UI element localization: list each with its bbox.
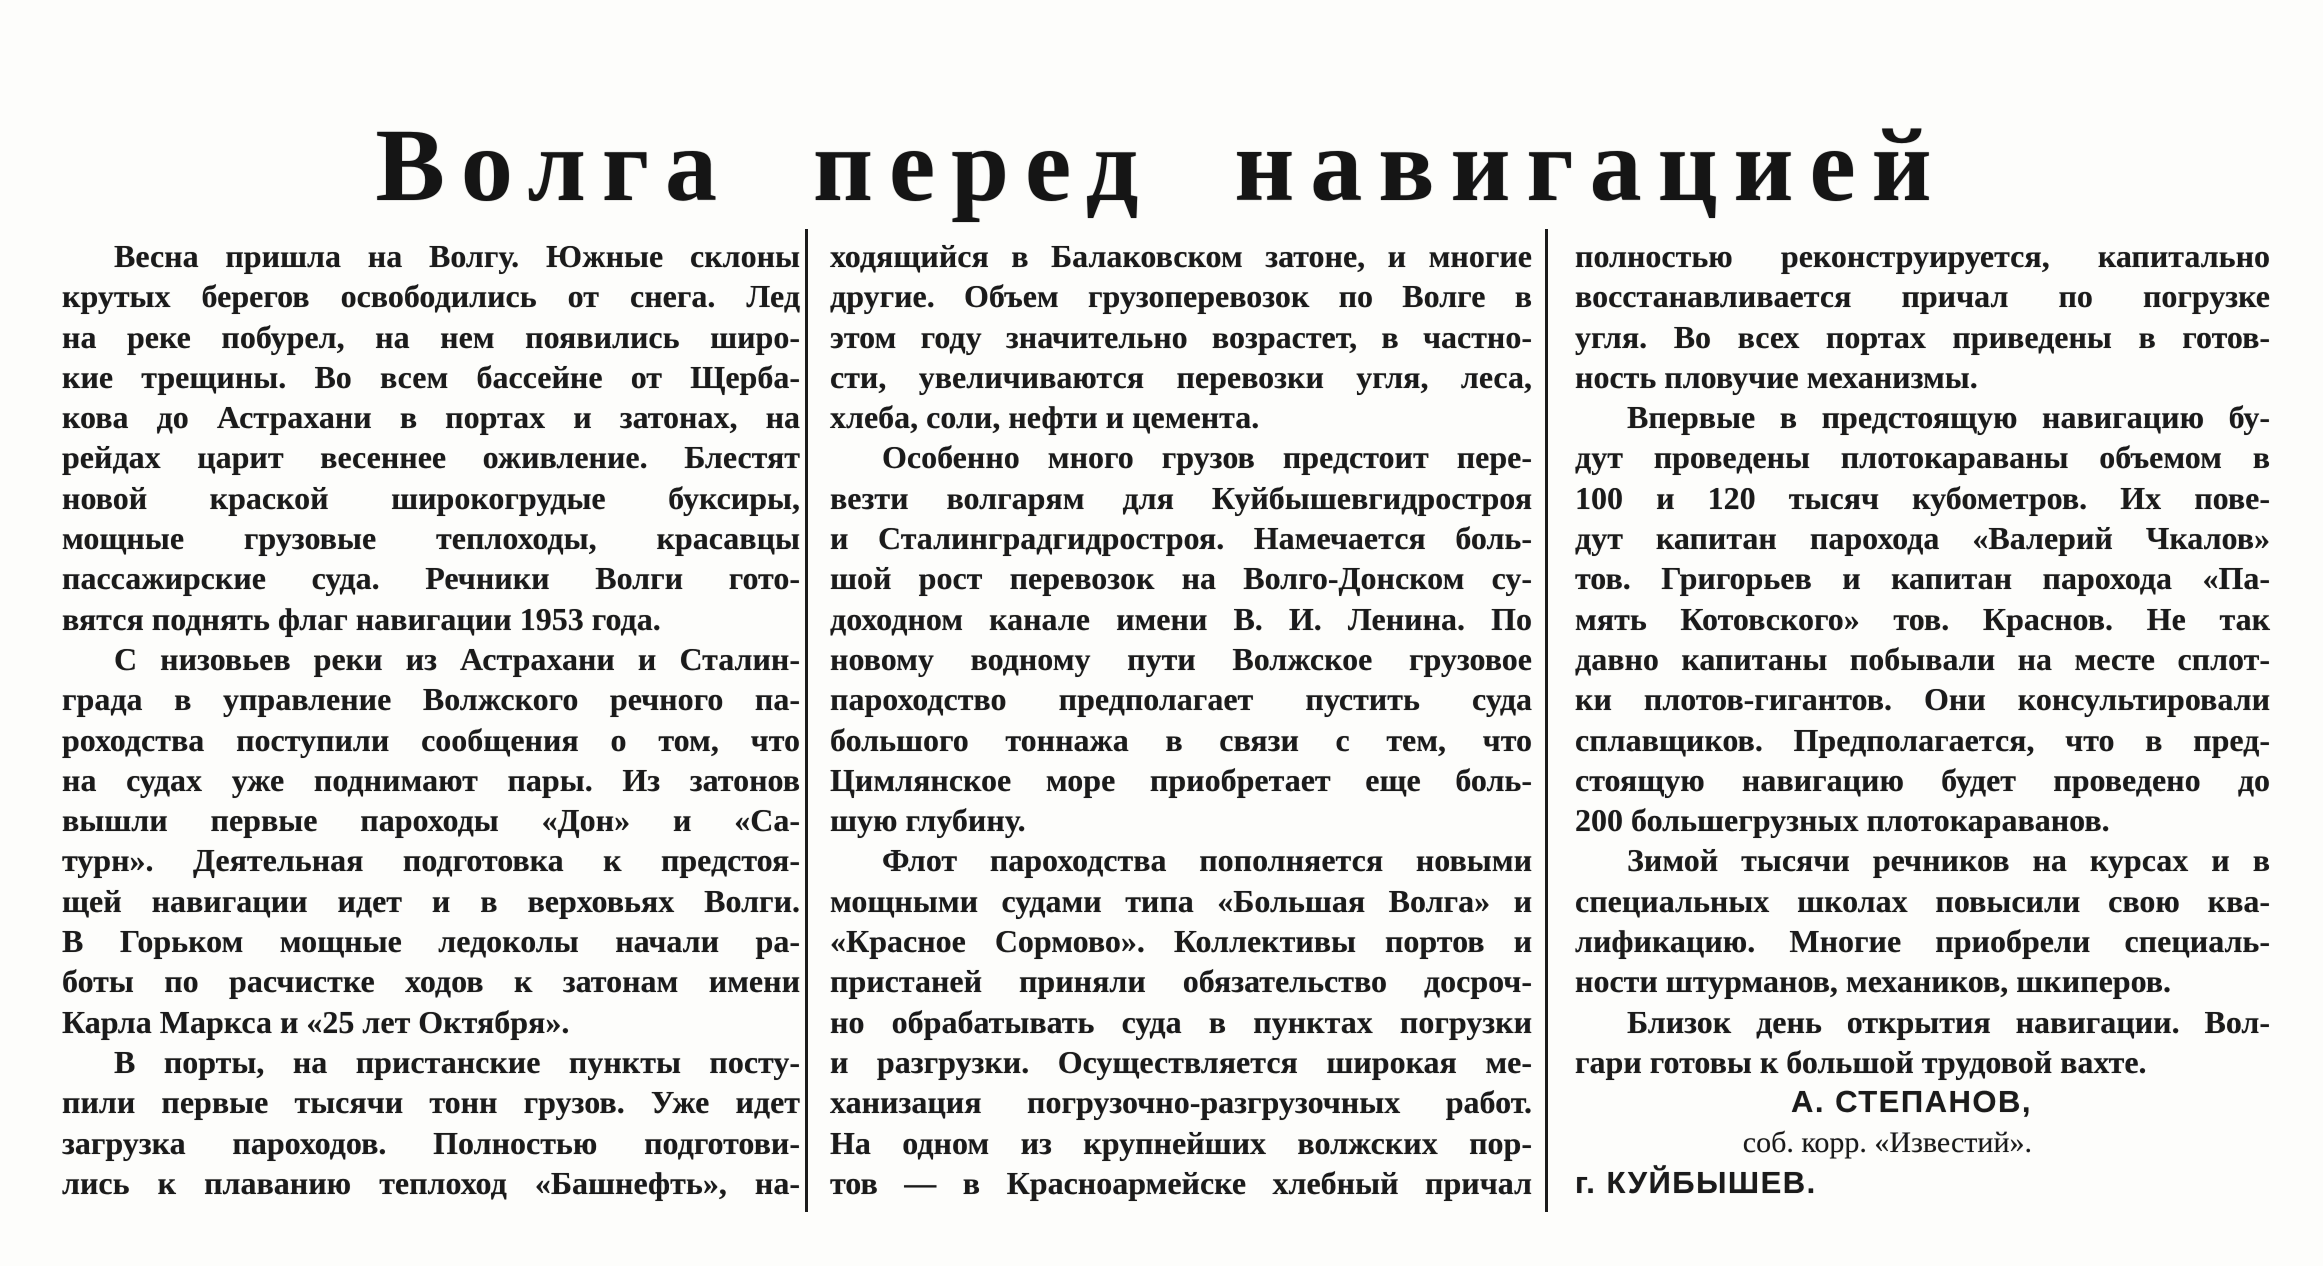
text-line: В порты, на пристанские пункты посту- xyxy=(114,1043,800,1080)
text-line: 100 и 120 тысяч кубометров. Их пове- xyxy=(1575,479,2270,516)
text-line: и разгрузки. Осуществляется широкая ме- xyxy=(830,1043,1532,1080)
text-line: тов — в Красноармейске хлебный причал xyxy=(830,1164,1532,1201)
text-line: хлеба, соли, нефти и цемента. xyxy=(830,399,1260,436)
text-line: на реке побурел, на нем появились широ- xyxy=(62,318,800,355)
text-line: Особенно много грузов предстоит пере- xyxy=(882,439,1532,476)
text-line: лись к плаванию теплоход «Башнефть», на- xyxy=(62,1164,800,1201)
column-divider xyxy=(805,229,808,1212)
text-line: пароходство предполагает пустить суда xyxy=(830,681,1532,718)
text-line: дут капитан парохода «Валерий Чкалов» xyxy=(1575,520,2270,557)
text-line: мощными судами типа «Большая Волга» и xyxy=(830,882,1532,919)
text-line: везти волгарям для Куйбышевгидростроя xyxy=(830,479,1532,516)
text-line: стоящую навигацию будет проведено до xyxy=(1575,761,2270,798)
text-line: большого тоннажа в связи с тем, что xyxy=(830,721,1532,758)
text-line: тов. Григорьев и капитан парохода «Па- xyxy=(1575,560,2270,597)
text-line: сти, увеличиваются перевозки угля, леса, xyxy=(830,358,1532,395)
text-line: угля. Во всех портах приведены в готов- xyxy=(1575,318,2270,355)
text-line: 200 большегрузных плотокараванов. xyxy=(1575,802,2110,839)
text-line: лификацию. Многие приобрели специаль- xyxy=(1575,923,2270,960)
text-line: дут проведены плотокараваны объемом в xyxy=(1575,439,2270,476)
text-line: крутых берегов освободились от снега. Лед xyxy=(62,278,800,315)
text-line: специальных школах повысили свою ква- xyxy=(1575,882,2270,919)
text-line: «Красное Сормово». Коллективы портов и xyxy=(830,923,1532,960)
text-line: щей навигации идет и в верховьях Волги. xyxy=(62,882,800,919)
text-line: ность пловучие механизмы. xyxy=(1575,358,1978,395)
text-line: пили первые тысячи тонн грузов. Уже идет xyxy=(62,1084,800,1121)
text-line: Цимлянское море приобретает еще боль- xyxy=(830,761,1532,798)
text-line: Карла Маркса и «25 лет Октября». xyxy=(62,1003,570,1040)
text-line: загрузка пароходов. Полностью подготови- xyxy=(62,1124,800,1161)
text-line: Впервые в предстоящую навигацию бу- xyxy=(1627,399,2270,436)
article-header xyxy=(0,106,2323,225)
text-line: боты по расчистке ходов к затонам имени xyxy=(62,963,800,1000)
text-line: В Горьком мощные ледоколы начали ра- xyxy=(62,923,800,960)
text-line: Флот пароходства пополняется новыми xyxy=(882,842,1532,879)
text-line: давно капитаны побывали на месте сплот- xyxy=(1575,640,2270,677)
byline-text: г. КУЙБЫШЕВ. xyxy=(1575,1164,1817,1200)
article-column-3 xyxy=(1575,236,2270,1203)
text-line: кова до Астрахани в портах и затонах, на xyxy=(62,399,800,436)
text-line: другие. Объем грузоперевозок по Волге в xyxy=(830,278,1532,315)
byline-role: соб. корр. «Известий». xyxy=(1742,1125,2032,1159)
text-line: гари готовы к большой трудовой вахте. xyxy=(1575,1043,2147,1080)
text-line: новому водному пути Волжское грузовое xyxy=(830,640,1532,677)
text-line: Близок день открытия навигации. Вол- xyxy=(1627,1003,2270,1040)
text-line: роходства поступили сообщения о том, что xyxy=(62,721,800,758)
byline-text: А. СТЕПАНОВ, xyxy=(1790,1084,2032,1120)
article-column-1 xyxy=(62,236,800,1203)
text-line: На одном из крупнейших волжских пор- xyxy=(830,1124,1532,1161)
text-line: пассажирские суда. Речники Волги гото- xyxy=(62,560,800,597)
text-line: мять Котовского» тов. Краснов. Не так xyxy=(1575,600,2270,637)
text-line: новой краской широкогрудые буксиры, xyxy=(62,479,800,516)
text-line: но обрабатывать суда в пунктах погрузки xyxy=(830,1003,1532,1040)
article-column-2 xyxy=(830,236,1532,1203)
text-line: на судах уже поднимают пары. Из затонов xyxy=(62,761,800,798)
text-line: вышли первые пароходы «Дон» и «Са- xyxy=(62,802,800,839)
text-line: этом году значительно возрастет, в частно- xyxy=(830,318,1532,355)
text-line: С низовьев реки из Астрахани и Сталин- xyxy=(114,640,800,677)
column-divider xyxy=(1545,229,1548,1212)
text-line: ханизация погрузочно-разгрузочных работ. xyxy=(830,1084,1532,1121)
text-line: Весна пришла на Волгу. Южные склоны xyxy=(114,238,800,274)
text-line: доходном канале имени В. И. Ленина. По xyxy=(830,600,1532,637)
text-line: рейдах царит весеннее оживление. Блестят xyxy=(62,439,800,476)
text-line: мощные грузовые теплоходы, красавцы xyxy=(62,520,800,557)
text-line: турн». Деятельная подготовка к предстоя- xyxy=(62,842,800,879)
article-headline: Волга перед навигацией xyxy=(375,108,1948,223)
text-line: града в управление Волжского речного па- xyxy=(62,681,800,718)
text-line: шой рост перевозок на Волго-Донском су- xyxy=(830,560,1532,597)
text-line: сплавщиков. Предполагается, что в пред- xyxy=(1575,721,2270,758)
text-line: Зимой тысячи речников на курсах и в xyxy=(1627,842,2270,879)
text-line: ки плотов-гигантов. Они консультировали xyxy=(1575,681,2270,718)
text-line: вятся поднять флаг навигации 1953 года. xyxy=(62,600,661,637)
text-line: шую глубину. xyxy=(830,802,1026,839)
text-line: и Сталинградгидростроя. Намечается боль- xyxy=(830,520,1532,557)
text-line: пристаней приняли обязательство досроч- xyxy=(830,963,1532,1000)
text-line: восстанавливается причал по погрузке xyxy=(1575,278,2270,315)
text-line: кие трещины. Во всем бассейне от Щерба- xyxy=(62,358,800,395)
text-line: ности штурманов, механиков, шкиперов. xyxy=(1575,963,2172,1000)
text-line: ходящийся в Балаковском затоне, и многие xyxy=(830,238,1532,274)
text-line: полностью реконструируется, капитально xyxy=(1575,238,2270,274)
